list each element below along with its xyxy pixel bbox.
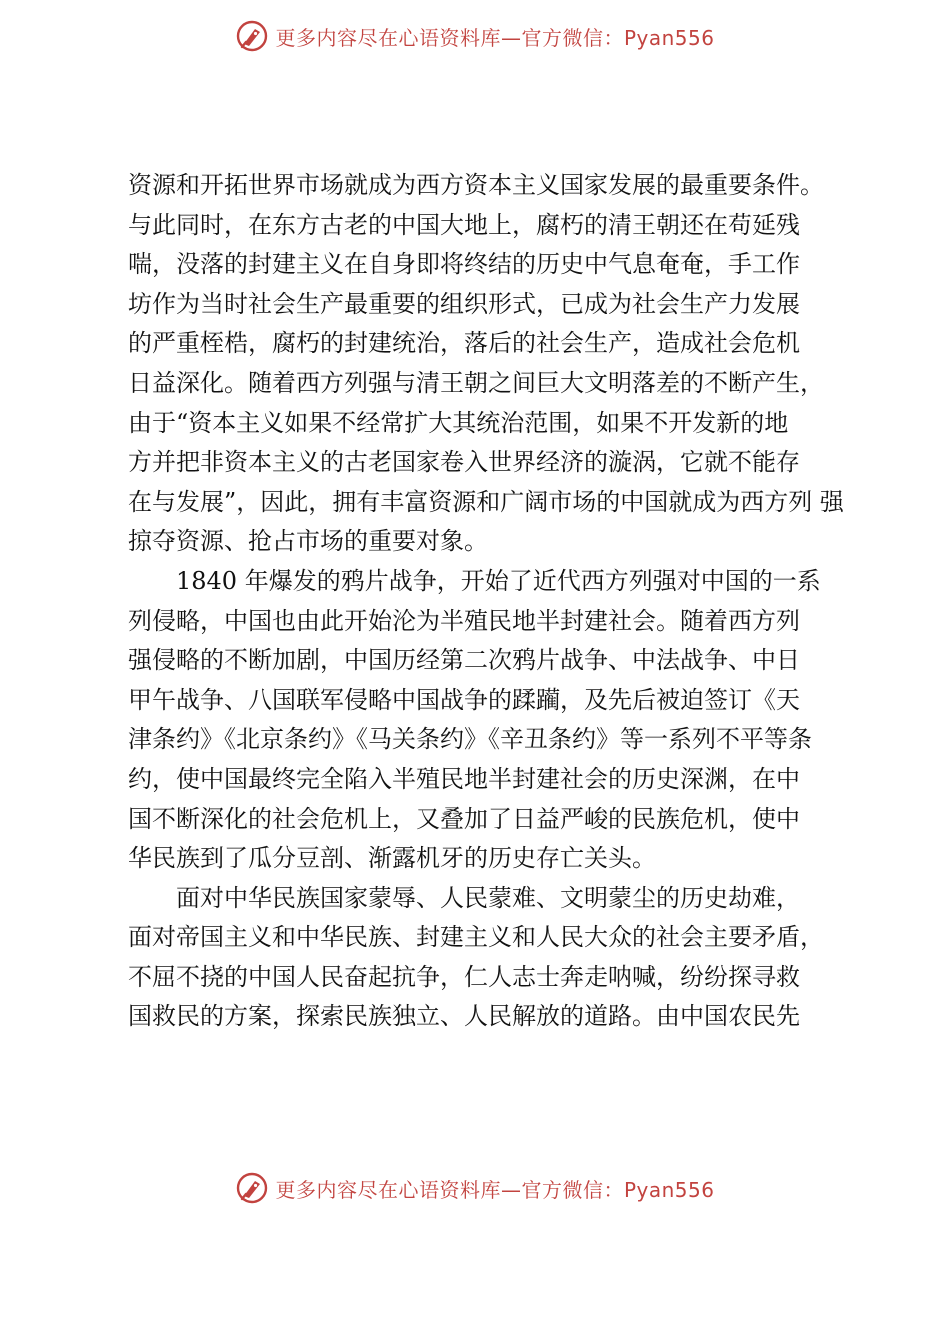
- text-line: 华民族到了瓜分豆剖、渐露机牙的历史存亡关头。: [128, 844, 656, 873]
- footer-banner: [0, 1166, 950, 1210]
- text-line: 国救民的方案，探索民族独立、人民解放的道路。由中国农民先: [128, 1002, 800, 1031]
- text-line: 强侵略的不断加剧，中国历经第二次鸦片战争、中法战争、中日: [128, 646, 800, 675]
- text-line: 不屈不挠的中国人民奋起抗争，仁人志士奔走呐喊，纷纷探寻救: [128, 962, 800, 991]
- header-banner-text: 更多内容尽在心语资料库—官方微信：Pyan556: [275, 25, 715, 50]
- text-line: 资源和开拓世界市场就成为西方资本主义国家发展的最重要条件。: [128, 171, 824, 199]
- paragraph-first-line: 面对中华民族国家蒙辱、人民蒙难、文明蒙尘的历史劫难，: [176, 883, 800, 912]
- text-line: 国不断深化的社会危机上，又叠加了日益严峻的民族危机，使中: [128, 804, 800, 833]
- text-line: 津条约》《北京条约》《马关条约》《辛丑条约》等一系列不平等条: [128, 725, 812, 754]
- pen-nib-logo-icon: [235, 19, 269, 53]
- text-line: 方并把非资本主义的古老国家卷入世界经济的漩涡，它就不能存: [128, 448, 800, 477]
- text-line: 由于“资本主义如果不经常扩大其统治范围，如果不开发新的地: [128, 408, 789, 437]
- document-body: [128, 166, 850, 1037]
- paragraph-first-line: 1840 年爆发的鸦片战争，开始了近代西方列强对中国的一系: [176, 566, 821, 595]
- footer-banner-text: 更多内容尽在心语资料库—官方微信：Pyan556: [275, 1177, 715, 1202]
- pen-nib-logo-icon: [235, 1171, 269, 1205]
- text-line: 甲午战争、八国联军侵略中国战争的蹂躏，及先后被迫签订《天: [128, 685, 800, 714]
- text-line: 坊作为当时社会生产最重要的组织形式，已成为社会生产力发展: [128, 289, 800, 318]
- text-line: 掠夺资源、抢占市场的重要对象。: [128, 527, 488, 556]
- text-line: 在与发展”，因此，拥有丰富资源和广阔市场的中国就成为西方列 强: [128, 487, 844, 516]
- text-line: 列侵略，中国也由此开始沦为半殖民地半封建社会。随着西方列: [128, 606, 800, 635]
- text-line: 日益深化。随着西方列强与清王朝之间巨大文明落差的不断产生，: [128, 368, 824, 397]
- text-line: 喘，没落的封建主义在自身即将终结的历史中气息奄奄，手工作: [128, 250, 800, 279]
- text-line: 的严重桎梏，腐朽的封建统治，落后的社会生产，造成社会危机: [128, 329, 800, 358]
- text-line: 与此同时，在东方古老的中国大地上，腐朽的清王朝还在苟延残: [128, 210, 800, 239]
- header-banner: [0, 14, 950, 58]
- text-line: 面对帝国主义和中华民族、封建主义和人民大众的社会主要矛盾，: [128, 923, 824, 952]
- text-line: 约，使中国最终完全陷入半殖民地半封建社会的历史深渊，在中: [128, 764, 800, 793]
